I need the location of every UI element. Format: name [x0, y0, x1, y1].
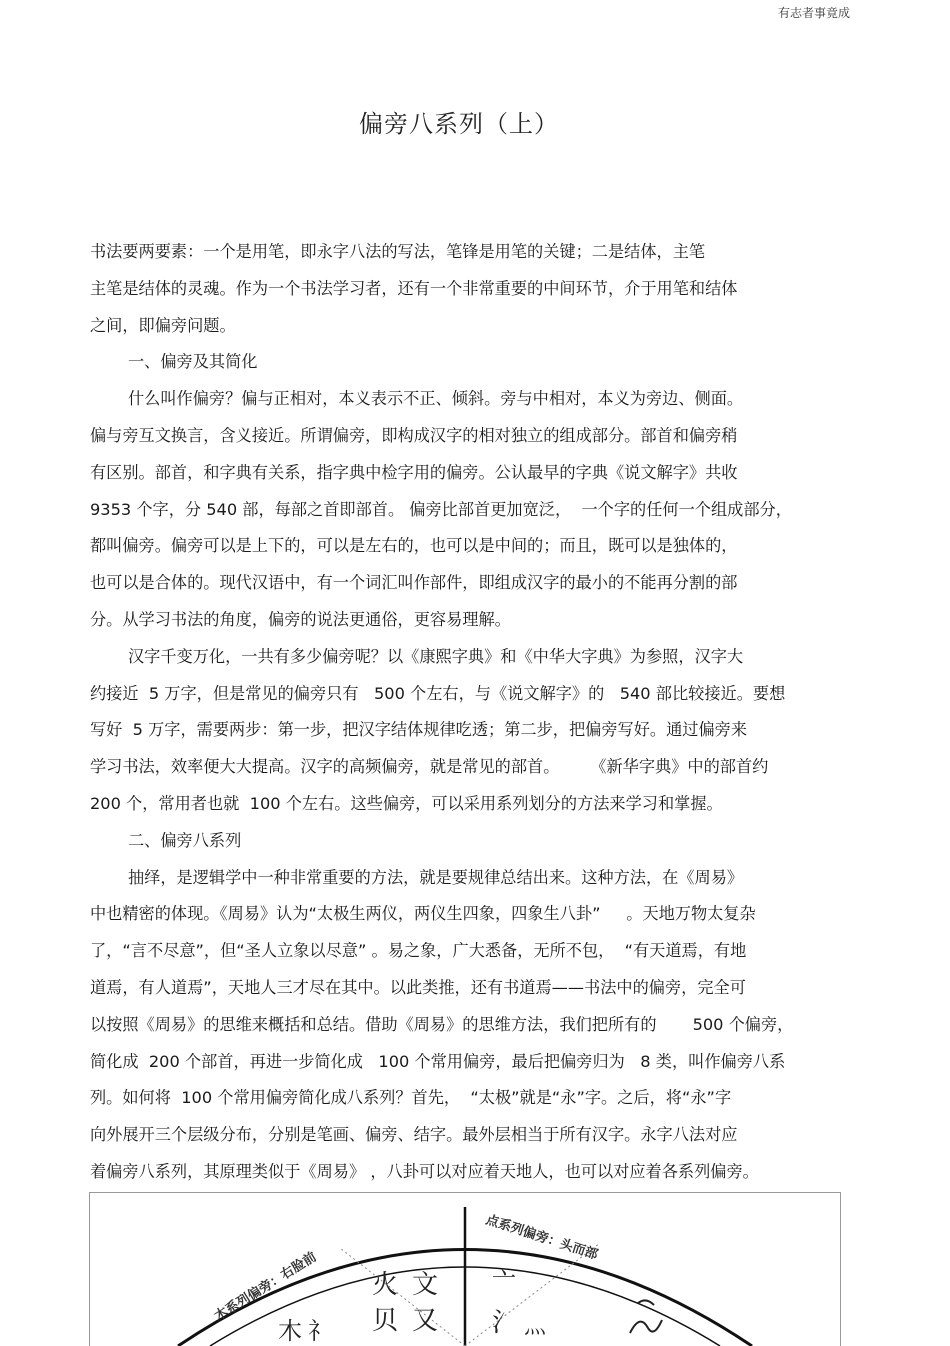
body-line: 主笔是结体的灵魂。作为一个书法学习者，还有一个非常重要的中间环节，介于用笔和结体 [90, 271, 865, 308]
radical-diagram-figure [89, 1192, 841, 1346]
body-line: 着偏旁八系列，其原理类似于《周易》 ，八卦可以对应着天地人，也可以对应着各系列偏旁。 [90, 1154, 865, 1191]
glyph-left-3: 贝 [372, 1306, 398, 1336]
sector-line-left [340, 1248, 465, 1346]
body-line: 书法要两要素：一个是用笔，即永字八法的写法，笔锋是用笔的关键；二是结体，主笔 [90, 234, 865, 271]
body-line: 写好 5 万字，需要两步：第一步，把汉字结体规律吃透；第二步，把偏旁写好。通过偏旁来 [90, 712, 865, 749]
rim-label-right: 点系列偏旁：头而部 [484, 1212, 600, 1263]
body-line: 汉字千变万化，一共有多少偏旁呢？以《康熙字典》和《中华大字典》为参照，汉字大 [90, 639, 865, 676]
body-line: 向外展开三个层级分布，分别是笔画、偏旁、结字。最外层相当于所有汉字。永字八法对应 [90, 1117, 865, 1154]
body-line: 约接近 5 万字，但是常见的偏旁只有 500 个左右，与《说文解字》的 540 部比较接近。要想 [90, 676, 865, 713]
body-line: 9353 个字，分 540 部，每部之首即部首。 偏旁比部首更加宽泛， 一个字的任何一个组成部分， [90, 492, 865, 529]
glyph-left-2: 文 [412, 1270, 438, 1300]
body-line: 学习书法，效率便大大提高。汉字的高频偏旁，就是常见的部首。 《新华字典》中的部首约 [90, 749, 865, 786]
brush-stroke-mark [630, 1320, 662, 1333]
glyph-left-6: 礻 [308, 1317, 332, 1345]
body-line: 200 个，常用者也就 100 个左右。这些偏旁，可以采用系列划分的方法来学习和掌握。 [90, 786, 865, 823]
body-line: 偏与旁互文换言，含义接近。所谓偏旁，即构成汉字的相对独立的组成部分。部首和偏旁稍 [90, 418, 865, 455]
body-line: 抽绎，是逻辑学中一种非常重要的方法，就是要规律总结出来。这种方法，在《周易》 [90, 860, 865, 897]
body-line: 列。如何将 100 个常用偏旁简化成八系列？首先， “太极”就是“永”字。之后，将“永”字 [90, 1080, 865, 1117]
header-motto: 有志者事竟成 [778, 4, 850, 21]
glyph-right-3: 灬 [524, 1314, 547, 1339]
body-line: 都叫偏旁。偏旁可以是上下的，可以是左右的，也可以是中间的；而且，既可以是独体的， [90, 528, 865, 565]
body-line: 一、偏旁及其简化 [90, 344, 865, 381]
body-line: 分。从学习书法的角度，偏旁的说法更通俗，更容易理解。 [90, 602, 865, 639]
glyph-left-1: 火 [372, 1270, 398, 1300]
body-line: 以按照《周易》的思维来概括和总结。借助《周易》的思维方法，我们把所有的 500 个偏旁， [90, 1007, 865, 1044]
body-line: 道焉，有人道焉”，天地人三才尽在其中。以此类推，还有书道焉——书法中的偏旁，完全可 [90, 970, 865, 1007]
glyph-left-4: 又 [412, 1306, 438, 1336]
body-line: 什么叫作偏旁？偏与正相对，本义表示不正、倾斜。旁与中相对，本义为旁边、侧面。 [90, 381, 865, 418]
body-line: 之间，即偏旁问题。 [90, 308, 865, 345]
glyph-right-1: 亠 [492, 1267, 516, 1295]
body-line: 简化成 200 个部首，再进一步简化成 100 个常用偏旁，最后把偏旁归为 8 类，叫作偏旁八系 [90, 1044, 865, 1081]
body-line: 二、偏旁八系列 [90, 823, 865, 860]
glyph-right-2: 氵 [492, 1308, 518, 1338]
body-line: 了，“言不尽意”，但“圣人立象以尽意” 。易之象，广大悉备，无所不包， “有天道焉，有地 [90, 933, 865, 970]
document-title: 偏旁八系列（上） [0, 104, 918, 139]
body-line: 也可以是合体的。现代汉语中，有一个词汇叫作部件，即组成汉字的最小的不能再分割的部 [90, 565, 865, 602]
rim-label-left: 木系列偏旁：右脸前 [212, 1249, 320, 1325]
document-body [90, 234, 865, 1191]
body-line: 有区别。部首，和字典有关系，指字典中检字用的偏旁。公认最早的字典《说文解字》共收 [90, 455, 865, 492]
body-line: 中也精密的体现。《周易》认为“太极生两仪，两仪生四象，四象生八卦” 。天地万物太复杂 [90, 896, 865, 933]
radical-wheel-diagram [90, 1193, 840, 1346]
glyph-left-5: 木 [278, 1317, 302, 1345]
